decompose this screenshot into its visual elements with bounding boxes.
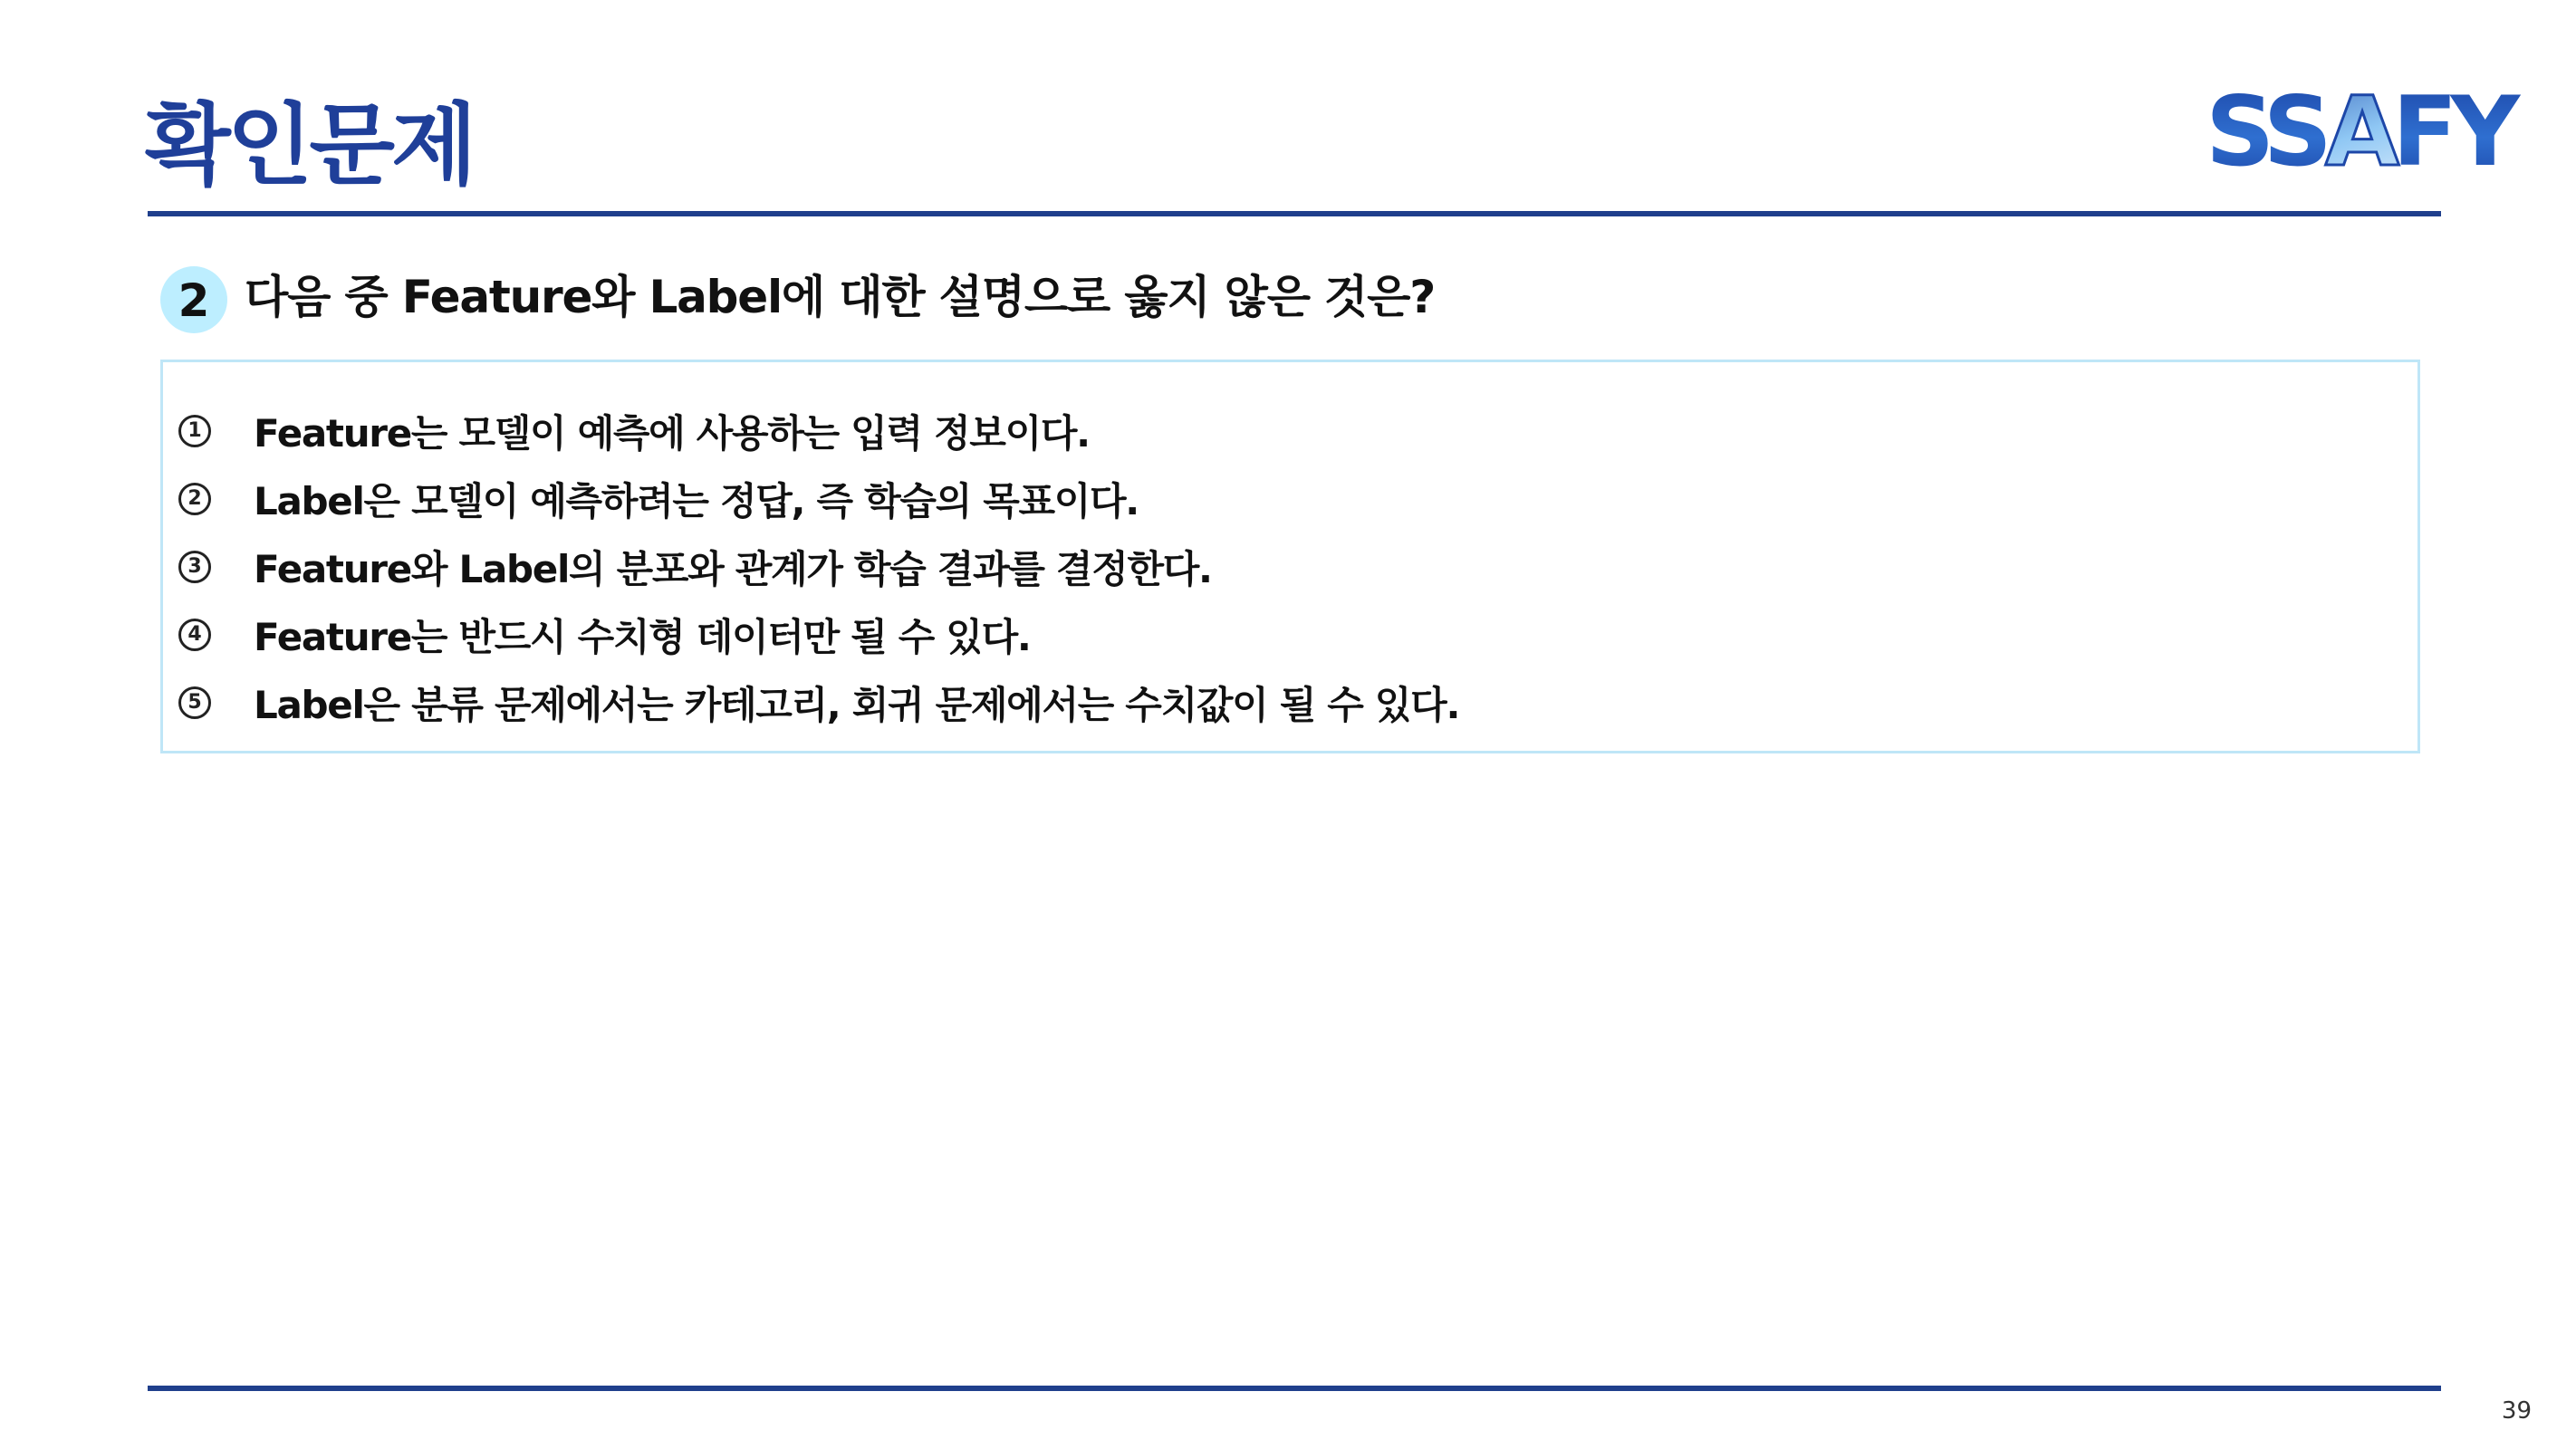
option-marker — [178, 481, 236, 517]
option-marker — [178, 685, 236, 721]
option-marker — [178, 413, 236, 449]
option-text: Feature는 모델이 예측에 사용하는 입력 정보이다. — [254, 410, 1090, 456]
circled-number-2: 2 — [178, 483, 211, 515]
option-2 — [178, 465, 1459, 533]
option-text: Label은 모델이 예측하려는 정답, 즉 학습의 목표이다. — [254, 478, 1139, 523]
circled-number-4: 4 — [178, 619, 211, 651]
option-text: Feature와 Label의 분포와 관계가 학습 결과를 결정한다. — [254, 546, 1212, 591]
circled-number-3: 3 — [178, 551, 211, 583]
question-text: 다음 중 Feature와 Label에 대한 설명으로 옳지 않은 것은? — [245, 271, 1436, 323]
option-4 — [178, 600, 1459, 668]
footer-rule — [148, 1386, 2441, 1391]
circled-number-5: 5 — [178, 686, 211, 719]
option-marker — [178, 617, 236, 653]
option-5 — [178, 668, 1459, 736]
slide-title: 확인문제 — [145, 94, 474, 197]
page-number: 39 — [2501, 1397, 2532, 1425]
ssafy-logo — [2201, 72, 2514, 187]
option-text: Feature는 반드시 수치형 데이터만 될 수 있다. — [254, 614, 1031, 659]
question-number-badge: 2 — [160, 266, 227, 333]
option-marker — [178, 549, 236, 585]
option-1 — [178, 397, 1459, 465]
circled-number-1: 1 — [178, 415, 211, 447]
header-rule — [148, 211, 2441, 216]
options-box — [160, 360, 2420, 753]
option-3 — [178, 533, 1459, 600]
svg-text:SSAFY: SSAFY — [2206, 76, 2514, 187]
options-list — [178, 397, 1459, 736]
option-text: Label은 분류 문제에서는 카테고리, 회귀 문제에서는 수치값이 될 수 있다. — [254, 682, 1460, 727]
